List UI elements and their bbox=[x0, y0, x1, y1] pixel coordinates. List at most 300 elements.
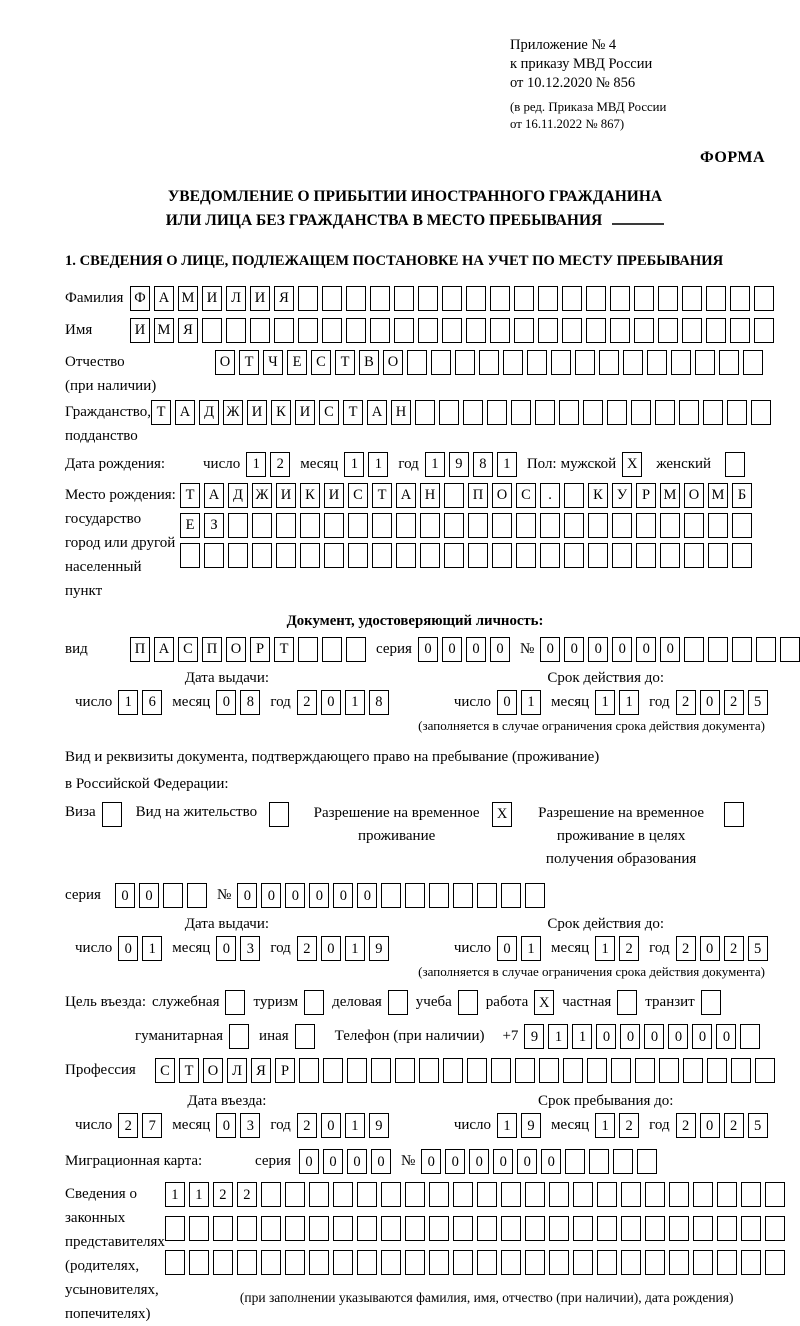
char-cell bbox=[333, 1182, 353, 1207]
phone-prefix: +7 bbox=[502, 1028, 519, 1045]
representatives-row-3 bbox=[165, 1250, 785, 1275]
char-cell: 1 bbox=[497, 452, 517, 477]
char-cell: О bbox=[203, 1058, 223, 1083]
char-cell bbox=[743, 350, 763, 375]
char-cell: 1 bbox=[142, 936, 162, 961]
char-cell bbox=[333, 1250, 353, 1275]
char-cell bbox=[549, 1216, 569, 1241]
char-cell: 8 bbox=[369, 690, 389, 715]
char-cell bbox=[463, 400, 483, 425]
char-cell: 0 bbox=[323, 1149, 343, 1174]
phone-label: Телефон (при наличии) bbox=[334, 1028, 485, 1045]
char-cell: 0 bbox=[139, 883, 159, 908]
char-cell: 0 bbox=[216, 1113, 236, 1138]
birth-place-label: Место рождения: государство город или другой населенный пункт bbox=[65, 486, 176, 599]
char-cell bbox=[370, 286, 390, 311]
char-cell: 0 bbox=[692, 1024, 712, 1049]
day-label: число bbox=[453, 1117, 492, 1134]
char-cell bbox=[635, 1058, 655, 1083]
char-cell: П bbox=[202, 637, 222, 662]
char-cell: 0 bbox=[497, 936, 517, 961]
valid-year-cells bbox=[676, 690, 768, 715]
appendix-line: от 10.12.2020 № 856 bbox=[510, 75, 636, 92]
char-cell bbox=[684, 637, 704, 662]
char-cell: 5 bbox=[748, 936, 768, 961]
char-cell: . bbox=[540, 483, 560, 508]
char-cell: 2 bbox=[724, 936, 744, 961]
purpose-opt-other-label: иная bbox=[259, 1028, 289, 1045]
char-cell: 0 bbox=[466, 637, 486, 662]
field-profession bbox=[65, 1058, 765, 1083]
issue-year-cells bbox=[297, 690, 389, 715]
char-cell bbox=[395, 1058, 415, 1083]
char-cell bbox=[309, 1250, 329, 1275]
char-cell bbox=[370, 318, 390, 343]
char-cell: 0 bbox=[421, 1149, 441, 1174]
identity-kind-cells bbox=[130, 637, 366, 662]
char-cell: Р bbox=[636, 483, 656, 508]
char-cell bbox=[573, 1216, 593, 1241]
char-cell bbox=[669, 1250, 689, 1275]
char-cell: 1 bbox=[344, 452, 364, 477]
char-cell: 1 bbox=[521, 936, 541, 961]
valid-day-cells bbox=[497, 690, 541, 715]
char-cell: 0 bbox=[517, 1149, 537, 1174]
char-cell bbox=[333, 1216, 353, 1241]
char-cell: Я bbox=[274, 286, 294, 311]
char-cell: 0 bbox=[321, 936, 341, 961]
char-cell bbox=[538, 318, 558, 343]
birth-place-cells bbox=[180, 483, 752, 568]
char-cell: 1 bbox=[189, 1182, 209, 1207]
char-cell: Т bbox=[372, 483, 392, 508]
char-cell bbox=[741, 1250, 761, 1275]
char-cell bbox=[540, 513, 560, 538]
char-cell: 8 bbox=[473, 452, 493, 477]
page-title bbox=[65, 185, 765, 233]
char-cell bbox=[586, 318, 606, 343]
char-cell bbox=[573, 1182, 593, 1207]
purpose-opt-humanitarian-checkbox bbox=[229, 1024, 249, 1049]
residence-permit-label: Вид на жительство bbox=[135, 803, 258, 820]
year-label: год bbox=[270, 693, 291, 710]
char-cell: С bbox=[516, 483, 536, 508]
char-cell: Д bbox=[228, 483, 248, 508]
char-cell bbox=[298, 318, 318, 343]
char-cell: Я bbox=[178, 318, 198, 343]
char-cell bbox=[645, 1250, 665, 1275]
char-cell bbox=[299, 1058, 319, 1083]
char-cell: О bbox=[684, 483, 704, 508]
char-cell bbox=[405, 883, 425, 908]
char-cell: 2 bbox=[619, 1113, 639, 1138]
char-cell bbox=[323, 1058, 343, 1083]
char-cell: З bbox=[204, 513, 224, 538]
char-cell: 2 bbox=[270, 452, 290, 477]
purpose-opt-study-checkbox bbox=[458, 990, 478, 1015]
char-cell: 0 bbox=[285, 883, 305, 908]
char-cell bbox=[309, 1216, 329, 1241]
char-cell bbox=[765, 1182, 785, 1207]
char-cell bbox=[613, 1149, 633, 1174]
char-cell bbox=[487, 400, 507, 425]
char-cell: О bbox=[215, 350, 235, 375]
identity-doc-heading: Документ, удостоверяющий личность: bbox=[286, 612, 544, 629]
purpose-opt-humanitarian-label: гуманитарная bbox=[135, 1028, 224, 1045]
identity-doc-dates bbox=[65, 670, 765, 715]
char-cell bbox=[683, 1058, 703, 1083]
char-cell bbox=[732, 513, 752, 538]
phone-cells bbox=[524, 1024, 760, 1049]
char-cell: 1 bbox=[521, 690, 541, 715]
char-cell bbox=[322, 318, 342, 343]
year-label: год bbox=[649, 1117, 670, 1134]
char-cell: 0 bbox=[588, 637, 608, 662]
purpose-opt-official-label: служебная bbox=[151, 994, 220, 1011]
char-cell: 0 bbox=[299, 1149, 319, 1174]
char-cell bbox=[693, 1182, 713, 1207]
char-cell bbox=[588, 513, 608, 538]
char-cell bbox=[565, 1149, 585, 1174]
char-cell bbox=[396, 543, 416, 568]
char-cell bbox=[252, 543, 272, 568]
res-valid-month-cells bbox=[595, 936, 639, 961]
field-birth-date bbox=[65, 452, 765, 477]
birth-year-cells bbox=[425, 452, 517, 477]
char-cell: О bbox=[226, 637, 246, 662]
char-cell bbox=[516, 513, 536, 538]
char-cell bbox=[324, 513, 344, 538]
char-cell: А bbox=[154, 637, 174, 662]
residence-doc-series-number bbox=[65, 883, 765, 908]
char-cell bbox=[396, 513, 416, 538]
char-cell: 0 bbox=[716, 1024, 736, 1049]
char-cell bbox=[660, 543, 680, 568]
char-cell: 0 bbox=[540, 637, 560, 662]
field-purpose bbox=[65, 990, 765, 1015]
char-cell bbox=[276, 543, 296, 568]
field-birth-place bbox=[65, 483, 765, 603]
char-cell: О bbox=[383, 350, 403, 375]
char-cell: X bbox=[492, 802, 512, 827]
char-cell bbox=[586, 286, 606, 311]
char-cell bbox=[540, 543, 560, 568]
char-cell: 0 bbox=[700, 690, 720, 715]
char-cell: М bbox=[660, 483, 680, 508]
char-cell: Е bbox=[287, 350, 307, 375]
given-name-label: Имя bbox=[65, 321, 93, 338]
char-cell bbox=[269, 802, 289, 827]
char-cell bbox=[453, 883, 473, 908]
char-cell bbox=[551, 350, 571, 375]
char-cell bbox=[443, 1058, 463, 1083]
char-cell bbox=[348, 543, 368, 568]
month-label: месяц bbox=[172, 693, 211, 710]
residence-series-cells bbox=[115, 883, 207, 908]
char-cell bbox=[659, 1058, 679, 1083]
char-cell bbox=[202, 318, 222, 343]
char-cell bbox=[634, 286, 654, 311]
char-cell: 0 bbox=[469, 1149, 489, 1174]
char-cell bbox=[693, 1216, 713, 1241]
char-cell bbox=[420, 543, 440, 568]
char-cell bbox=[453, 1250, 473, 1275]
char-cell: 0 bbox=[596, 1024, 616, 1049]
char-cell bbox=[597, 1216, 617, 1241]
char-cell bbox=[730, 286, 750, 311]
section-1-heading: 1. СВЕДЕНИЯ О ЛИЦЕ, ПОДЛЕЖАЩЕМ ПОСТАНОВКЕ НА УЧЕТ ПО МЕСТУ ПРЕБЫВАНИЯ bbox=[65, 252, 724, 269]
day-label: число bbox=[453, 940, 492, 957]
char-cell bbox=[346, 286, 366, 311]
sex-label: Пол: bbox=[526, 455, 557, 472]
migration-series-cells bbox=[299, 1149, 391, 1174]
res-issue-day-cells bbox=[118, 936, 162, 961]
char-cell bbox=[453, 1216, 473, 1241]
char-cell bbox=[237, 1216, 257, 1241]
char-cell bbox=[442, 318, 462, 343]
identity-series-cells bbox=[418, 637, 510, 662]
char-cell: 2 bbox=[297, 690, 317, 715]
char-cell bbox=[597, 1250, 617, 1275]
char-cell bbox=[372, 513, 392, 538]
char-cell: С bbox=[348, 483, 368, 508]
char-cell bbox=[304, 990, 324, 1015]
amendment-block bbox=[510, 99, 765, 132]
res-issue-month-cells bbox=[216, 936, 260, 961]
char-cell: А bbox=[175, 400, 195, 425]
purpose-opt-business-label: деловая bbox=[332, 994, 382, 1011]
char-cell bbox=[419, 1058, 439, 1083]
char-cell bbox=[717, 1216, 737, 1241]
char-cell bbox=[682, 318, 702, 343]
entry-month-cells bbox=[216, 1113, 260, 1138]
form-label: ФОРМА bbox=[699, 148, 765, 166]
char-cell bbox=[165, 1216, 185, 1241]
appendix-line: к приказу МВД России bbox=[510, 56, 653, 73]
char-cell: Е bbox=[180, 513, 200, 538]
char-cell bbox=[755, 1058, 775, 1083]
char-cell bbox=[658, 286, 678, 311]
char-cell bbox=[477, 1216, 497, 1241]
char-cell bbox=[669, 1182, 689, 1207]
char-cell bbox=[439, 400, 459, 425]
char-cell: 9 bbox=[369, 1113, 389, 1138]
stay-until-date bbox=[444, 1093, 768, 1138]
char-cell bbox=[357, 1250, 377, 1275]
char-cell: 1 bbox=[497, 1113, 517, 1138]
char-cell bbox=[479, 350, 499, 375]
char-cell bbox=[636, 513, 656, 538]
char-cell: 1 bbox=[165, 1182, 185, 1207]
char-cell bbox=[372, 543, 392, 568]
sex-female-checkbox bbox=[725, 452, 745, 477]
purpose-opt-transit-checkbox bbox=[701, 990, 721, 1015]
entry-stay-dates bbox=[65, 1093, 765, 1138]
char-cell bbox=[693, 1250, 713, 1275]
char-cell bbox=[189, 1216, 209, 1241]
citizenship-label: Гражданство, подданство bbox=[65, 403, 152, 444]
char-cell bbox=[357, 1216, 377, 1241]
appendix-line: Приложение № 4 bbox=[510, 37, 617, 53]
char-cell bbox=[719, 350, 739, 375]
char-cell bbox=[684, 513, 704, 538]
char-cell bbox=[564, 483, 584, 508]
char-cell: 9 bbox=[524, 1024, 544, 1049]
day-label: число bbox=[203, 455, 241, 472]
day-label: число bbox=[453, 693, 492, 710]
char-cell: И bbox=[276, 483, 296, 508]
char-cell: 1 bbox=[345, 690, 365, 715]
char-cell bbox=[636, 543, 656, 568]
year-label: год bbox=[398, 455, 419, 472]
char-cell bbox=[237, 1250, 257, 1275]
char-cell: 3 bbox=[240, 1113, 260, 1138]
char-cell bbox=[538, 286, 558, 311]
char-cell bbox=[708, 543, 728, 568]
valid-month-cells bbox=[595, 690, 639, 715]
char-cell: 2 bbox=[297, 1113, 317, 1138]
char-cell bbox=[660, 513, 680, 538]
char-cell bbox=[765, 1216, 785, 1241]
char-cell: М bbox=[178, 286, 198, 311]
char-cell: 0 bbox=[321, 690, 341, 715]
month-label: месяц bbox=[172, 940, 211, 957]
char-cell bbox=[717, 1250, 737, 1275]
char-cell bbox=[525, 1182, 545, 1207]
identity-valid-date bbox=[444, 670, 768, 715]
identity-doc-note: (заполняется в случае ограничения срока действия документа) bbox=[418, 717, 765, 733]
char-cell: 2 bbox=[237, 1182, 257, 1207]
char-cell bbox=[444, 543, 464, 568]
purpose-opt-other-checkbox bbox=[295, 1024, 315, 1049]
char-cell bbox=[228, 543, 248, 568]
char-cell bbox=[706, 318, 726, 343]
char-cell: 2 bbox=[619, 936, 639, 961]
representatives-row-1 bbox=[165, 1182, 785, 1207]
char-cell bbox=[381, 1216, 401, 1241]
day-label: число bbox=[75, 940, 113, 957]
char-cell: И bbox=[324, 483, 344, 508]
char-cell bbox=[165, 1250, 185, 1275]
char-cell bbox=[429, 1250, 449, 1275]
char-cell bbox=[732, 637, 752, 662]
field-purpose-2-and-phone bbox=[135, 1024, 765, 1049]
title-line-1: УВЕДОМЛЕНИЕ О ПРИБЫТИИ ИНОСТРАННОГО ГРАЖДАНИНА bbox=[167, 187, 663, 205]
char-cell: 0 bbox=[442, 637, 462, 662]
char-cell bbox=[725, 452, 745, 477]
char-cell bbox=[213, 1216, 233, 1241]
char-cell bbox=[575, 350, 595, 375]
char-cell: 2 bbox=[724, 690, 744, 715]
char-cell: О bbox=[492, 483, 512, 508]
representatives-row-2 bbox=[165, 1216, 785, 1241]
char-cell bbox=[300, 543, 320, 568]
char-cell: 0 bbox=[357, 883, 377, 908]
stay-month-cells bbox=[595, 1113, 639, 1138]
char-cell: К bbox=[300, 483, 320, 508]
birth-place-row-2 bbox=[180, 513, 752, 538]
char-cell: 1 bbox=[425, 452, 445, 477]
char-cell bbox=[701, 990, 721, 1015]
char-cell: 0 bbox=[216, 690, 236, 715]
char-cell bbox=[645, 1216, 665, 1241]
char-cell: 1 bbox=[572, 1024, 592, 1049]
char-cell bbox=[708, 637, 728, 662]
title-blank-line bbox=[612, 213, 664, 225]
purpose-opt-official-checkbox bbox=[225, 990, 245, 1015]
year-label: год bbox=[270, 1117, 291, 1134]
char-cell: 0 bbox=[418, 637, 438, 662]
char-cell bbox=[261, 1216, 281, 1241]
char-cell: 9 bbox=[369, 936, 389, 961]
char-cell bbox=[163, 883, 183, 908]
char-cell: Т bbox=[343, 400, 363, 425]
char-cell: X bbox=[534, 990, 554, 1015]
char-cell bbox=[511, 400, 531, 425]
char-cell: 1 bbox=[619, 690, 639, 715]
char-cell bbox=[623, 350, 643, 375]
char-cell: С bbox=[155, 1058, 175, 1083]
char-cell: Ф bbox=[130, 286, 150, 311]
char-cell: Н bbox=[391, 400, 411, 425]
char-cell bbox=[213, 1250, 233, 1275]
char-cell bbox=[298, 637, 318, 662]
char-cell bbox=[346, 637, 366, 662]
char-cell: 1 bbox=[345, 936, 365, 961]
res-issue-year-cells bbox=[297, 936, 389, 961]
purpose-opt-work-label: работа bbox=[485, 994, 529, 1011]
residence-series-label: серия bbox=[65, 887, 101, 904]
char-cell bbox=[261, 1182, 281, 1207]
char-cell: М bbox=[154, 318, 174, 343]
day-label: число bbox=[75, 693, 113, 710]
char-cell bbox=[703, 400, 723, 425]
char-cell: Н bbox=[420, 483, 440, 508]
char-cell bbox=[724, 802, 744, 827]
char-cell bbox=[453, 1182, 473, 1207]
char-cell bbox=[539, 1058, 559, 1083]
char-cell bbox=[599, 350, 619, 375]
char-cell bbox=[535, 400, 555, 425]
char-cell bbox=[621, 1250, 641, 1275]
char-cell bbox=[754, 286, 774, 311]
char-cell bbox=[477, 1182, 497, 1207]
purpose-opt-private-checkbox bbox=[617, 990, 637, 1015]
char-cell bbox=[298, 286, 318, 311]
char-cell bbox=[229, 1024, 249, 1049]
char-cell: 5 bbox=[748, 690, 768, 715]
char-cell bbox=[583, 400, 603, 425]
char-cell bbox=[429, 883, 449, 908]
year-label: год bbox=[649, 940, 670, 957]
char-cell: Ч bbox=[263, 350, 283, 375]
char-cell bbox=[671, 350, 691, 375]
char-cell bbox=[228, 513, 248, 538]
char-cell: 0 bbox=[564, 637, 584, 662]
char-cell: Р bbox=[275, 1058, 295, 1083]
migration-card-label: Миграционная карта: bbox=[65, 1153, 203, 1170]
char-cell bbox=[309, 1182, 329, 1207]
char-cell: А bbox=[396, 483, 416, 508]
char-cell: С bbox=[319, 400, 339, 425]
surname-label: Фамилия bbox=[65, 289, 124, 306]
char-cell bbox=[420, 513, 440, 538]
purpose-opt-business-checkbox bbox=[388, 990, 408, 1015]
temp-permit-label: Разрешение на временное проживание bbox=[313, 804, 480, 844]
char-cell bbox=[516, 543, 536, 568]
char-cell bbox=[274, 318, 294, 343]
char-cell bbox=[418, 286, 438, 311]
